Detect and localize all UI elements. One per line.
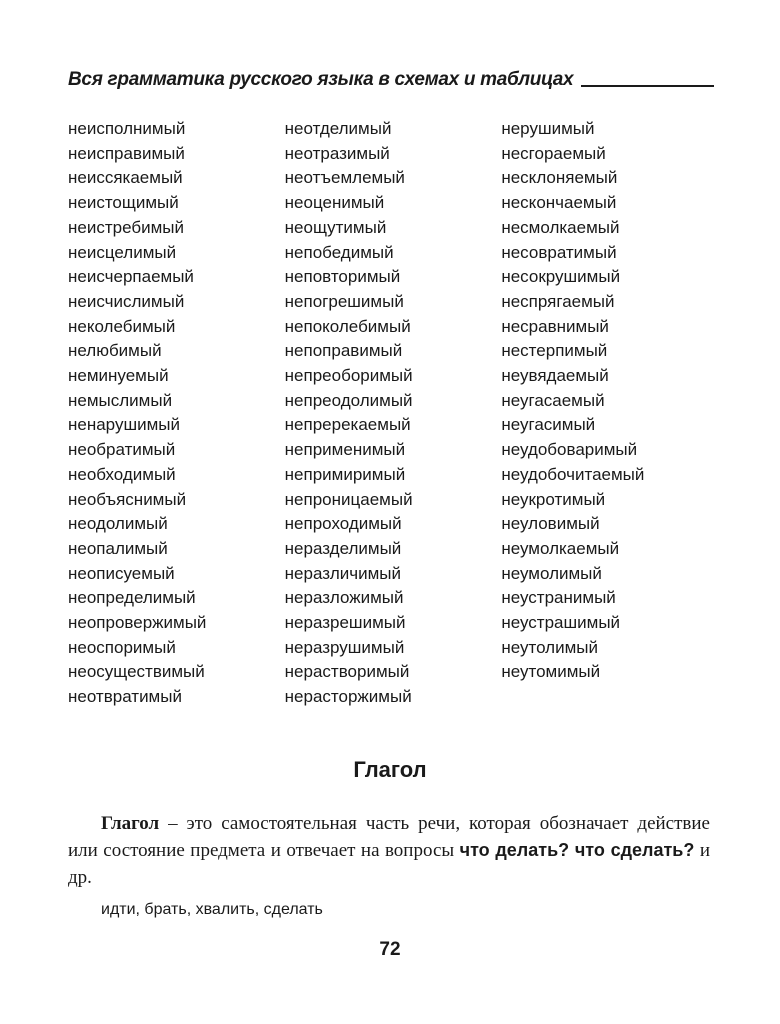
word-list-item: несгораемый: [501, 143, 606, 163]
word-list-item: непоколебимый: [284, 316, 411, 336]
word-list-item: непреодолимый: [284, 390, 413, 410]
word-list-item: неощутимый: [284, 217, 387, 237]
word-list-item: ненарушимый: [68, 415, 180, 435]
word-list-item: неопалимый: [68, 538, 168, 558]
word-list-item: неудобочитаемый: [501, 464, 645, 484]
word-list-item: несравнимый: [501, 316, 609, 336]
example-words: идти, брать, хвалить, сделать: [101, 901, 323, 918]
word-list-item: неудобоваримый: [501, 440, 638, 460]
word-list-item: неотразимый: [284, 143, 390, 163]
word-list-item: неистощимый: [68, 193, 179, 213]
word-list-item: неколебимый: [68, 316, 176, 336]
word-list-item: неодолимый: [68, 514, 168, 534]
word-list-item: неустранимый: [501, 588, 616, 608]
word-list-item: неувядаемый: [501, 366, 609, 386]
word-list-item: неописуемый: [68, 563, 175, 583]
word-list-item: неутомимый: [501, 662, 601, 682]
word-list-item: несмолкаемый: [501, 217, 620, 237]
definition-text: – это самостоятельная часть речи, которая обозначает действие или состояние предмета и отвечает на вопросы: [68, 813, 710, 861]
word-list-item: неприменимый: [284, 440, 406, 460]
word-list-item: несокрушимый: [501, 267, 621, 287]
word-list-item: неразрешимый: [284, 613, 406, 633]
word-list-item: нерастворимый: [284, 662, 410, 682]
word-list-item: неугасимый: [501, 415, 596, 435]
word-list-item: неиссякаемый: [68, 168, 183, 188]
word-list-item: непреоборимый: [284, 366, 413, 386]
word-list-item: неразличимый: [284, 563, 402, 583]
running-header-title: Вся грамматика русского языка в схемах и таблицах: [68, 69, 574, 90]
word-column-2: [285, 117, 502, 710]
word-list-item: неисчерпаемый: [68, 267, 194, 287]
word-list-item: неукротимый: [501, 489, 606, 509]
word-list-item: нерушимый: [501, 119, 595, 138]
word-list-item: неустрашимый: [501, 613, 621, 633]
word-list-item: неистребимый: [68, 217, 184, 237]
section-heading: Глагол: [353, 757, 427, 782]
word-list-item: нелюбимый: [68, 341, 162, 361]
word-list-item: неумолимый: [501, 563, 602, 583]
word-list-item: необъяснимый: [68, 489, 187, 509]
word-columns: [68, 117, 718, 710]
word-list-item: неуловимый: [501, 514, 600, 534]
word-list-item: неисправимый: [68, 143, 185, 163]
word-list-item: неутолимый: [501, 637, 598, 657]
word-list-item: неисполнимый: [68, 119, 186, 138]
word-list-item: неразложимый: [284, 588, 404, 608]
page-number: 72: [379, 939, 401, 960]
word-list-item: неосуществимый: [68, 662, 205, 682]
word-list-item: непоправимый: [284, 341, 403, 361]
word-list-item: неопровержимый: [68, 613, 207, 633]
word-column-3: [501, 117, 718, 710]
header-rule: [581, 85, 714, 87]
word-list-item: непогрешимый: [284, 291, 404, 311]
word-list-item: непроницаемый: [284, 489, 413, 509]
word-list-item: несклоняемый: [501, 168, 618, 188]
word-list-item: неотвратимый: [68, 687, 182, 707]
word-list-item: непобедимый: [284, 242, 394, 262]
definition-questions: что делать? что сделать?: [459, 840, 695, 860]
definition-term: Глагол: [101, 813, 160, 834]
word-list-item: неугасаемый: [501, 390, 605, 410]
running-header: [68, 64, 714, 92]
word-list-item: неразделимый: [284, 538, 402, 558]
word-list-item: неотделимый: [284, 119, 392, 138]
definition-paragraph: [68, 810, 710, 891]
word-list-item: неповторимый: [284, 267, 401, 287]
definition-tail: и др.: [68, 840, 710, 888]
word-list-item: неразрушимый: [284, 637, 405, 657]
word-list-item: непримиримый: [284, 464, 406, 484]
word-list-item: неотъемлемый: [284, 168, 405, 188]
word-list-item: неоценимый: [284, 193, 385, 213]
word-list-item: неисчислимый: [68, 291, 185, 311]
word-list-item: несовратимый: [501, 242, 617, 262]
word-list-item: нескончаемый: [501, 193, 617, 213]
word-list-item: немыслимый: [68, 390, 173, 410]
word-list-item: неумолкаемый: [501, 538, 620, 558]
word-column-1: [68, 117, 285, 710]
word-list-item: необходимый: [68, 464, 176, 484]
word-list-item: неспрягаемый: [501, 291, 615, 311]
word-list-item: неопределимый: [68, 588, 196, 608]
word-list-item: непроходимый: [284, 514, 402, 534]
word-list-item: нерасторжимый: [284, 687, 412, 707]
word-list-item: нестерпимый: [501, 341, 608, 361]
word-list-item: непререкаемый: [284, 415, 411, 435]
word-list-item: неисцелимый: [68, 242, 177, 262]
word-list-item: неоспоримый: [68, 637, 176, 657]
word-list-item: неминуемый: [68, 366, 169, 386]
word-list-item: необратимый: [68, 440, 176, 460]
